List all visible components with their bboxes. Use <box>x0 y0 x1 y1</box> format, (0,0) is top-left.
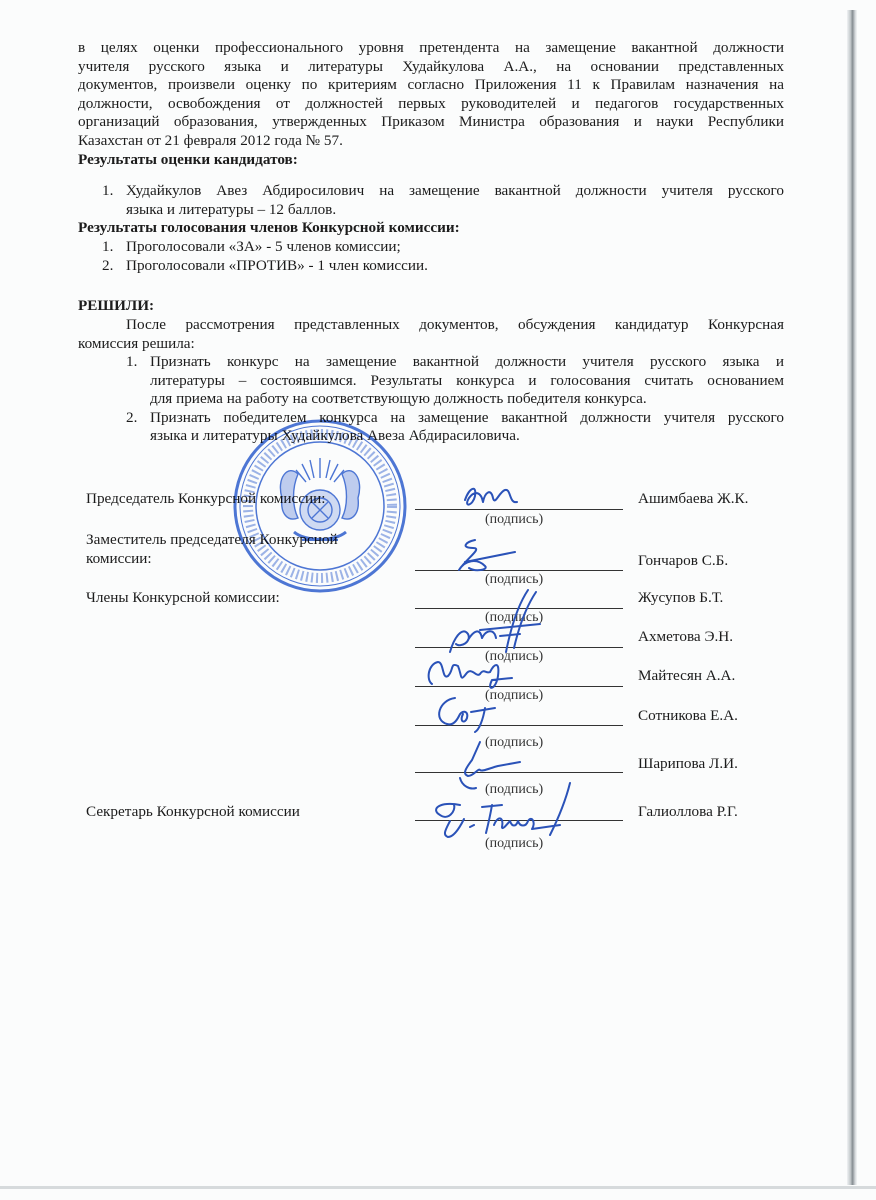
signature-caption: (подпись) <box>485 782 544 797</box>
item-number: 2. <box>102 256 114 274</box>
signature-caption: (подпись) <box>485 649 544 664</box>
evaluation-item <box>102 182 784 219</box>
signature-caption: (подпись) <box>485 688 544 703</box>
role-members: Члены Конкурсной комиссии: <box>86 589 280 606</box>
decision-line: Признать победителем конкурса на замещение вакантной должности учителя русского <box>150 408 784 426</box>
voting-item <box>102 257 784 276</box>
signature-caption: (подпись) <box>485 572 544 587</box>
decision-list <box>126 353 784 446</box>
item-number: 2. <box>126 408 138 426</box>
official-seal-icon <box>232 418 408 594</box>
decision-heading: РЕШИЛИ: <box>78 297 155 314</box>
voting-heading: Результаты голосования членов Конкурсной комиссии: <box>78 219 460 236</box>
signatory-name: Майтесян А.А. <box>638 667 736 684</box>
item-number: 1. <box>102 238 114 255</box>
role-line: Заместитель председателя Конкурсной <box>86 531 338 548</box>
voting-text: Проголосовали «ЗА» - 5 членов комиссии; <box>126 238 401 255</box>
decision-line: Признать конкурс на замещение вакантной должности учителя русского языка и <box>150 353 784 370</box>
signatory-name: Ахметова Э.Н. <box>638 628 734 645</box>
intro-line: Казахстан от 21 февраля 2012 года № 57. <box>78 131 343 149</box>
handwritten-signature-icon <box>445 530 535 580</box>
evaluation-line: языка и литературы – 12 баллов. <box>126 200 337 218</box>
signatory-name: Гончаров С.Б. <box>638 552 729 569</box>
handwritten-signature-icon <box>455 478 535 518</box>
decision-item <box>126 409 784 446</box>
signatory-name: Ашимбаева Ж.К. <box>638 490 749 507</box>
scan-edge-shadow <box>847 10 857 1185</box>
intro-line: организаций образования, утвержденных Приказом Министра образования и науки Республики <box>78 113 784 131</box>
decision-intro-line: комиссия решила: <box>78 334 195 352</box>
voting-text: Проголосовали «ПРОТИВ» - 1 член комиссии. <box>126 256 428 274</box>
role-line: комиссии: <box>86 549 152 567</box>
handwritten-signature-icon <box>425 690 515 735</box>
intro-line: в целях оценки профессионального уровня претендента на замещение вакантной должности <box>78 39 784 56</box>
intro-line: документов, произвели оценку по критериям согласно Приложения 11 к Правилам назначения на <box>78 76 784 94</box>
signatory-name: Жусупов Б.Т. <box>638 589 724 606</box>
voting-item <box>102 238 784 257</box>
handwritten-signature-icon <box>420 775 590 845</box>
decision-item <box>126 353 784 409</box>
item-number: 1. <box>126 353 138 370</box>
signature-caption: (подпись) <box>485 735 544 750</box>
decision-line: литературы – состоявшимся. Результаты конкурса и голосования считать основанием <box>150 371 784 389</box>
decision-intro-line: После рассмотрения представленных документов, обсуждения кандидатур Конкурсная <box>126 316 784 333</box>
evaluation-list <box>102 182 784 219</box>
role-chairman: Председатель Конкурсной комиссии: <box>86 490 326 507</box>
intro-line: должности, освобождения от должностей первых руководителей и педагогов государственных <box>78 94 784 112</box>
decision-line: для приема на работу на соответствующую должность победителя конкурса. <box>150 390 647 408</box>
signatory-name: Шарипова Л.И. <box>638 755 738 772</box>
scan-edge-bottom <box>0 1186 876 1189</box>
evaluation-line: Худайкулов Авез Абдиросилович на замещение вакантной должности учителя русского <box>126 182 784 199</box>
item-number: 1. <box>102 182 114 199</box>
voting-list <box>102 238 784 275</box>
decision-intro <box>78 316 784 353</box>
evaluation-heading: Результаты оценки кандидатов: <box>78 150 298 168</box>
signature-caption: (подпись) <box>485 512 544 527</box>
signatory-name: Галиоллова Р.Г. <box>638 803 738 820</box>
signature-caption: (подпись) <box>485 610 544 625</box>
signature-caption: (подпись) <box>485 836 544 851</box>
decision-line: языка и литературы Худайкулова Авеза Абдирасиловича. <box>150 427 520 445</box>
signatory-name: Сотникова Е.А. <box>638 707 738 724</box>
handwritten-signature-icon <box>420 650 530 695</box>
intro-paragraph <box>78 39 784 169</box>
intro-line: учителя русского языка и литературы Худайкулова А.А., на основании представленных <box>78 57 784 75</box>
role-secretary: Секретарь Конкурсной комиссии <box>86 803 300 820</box>
